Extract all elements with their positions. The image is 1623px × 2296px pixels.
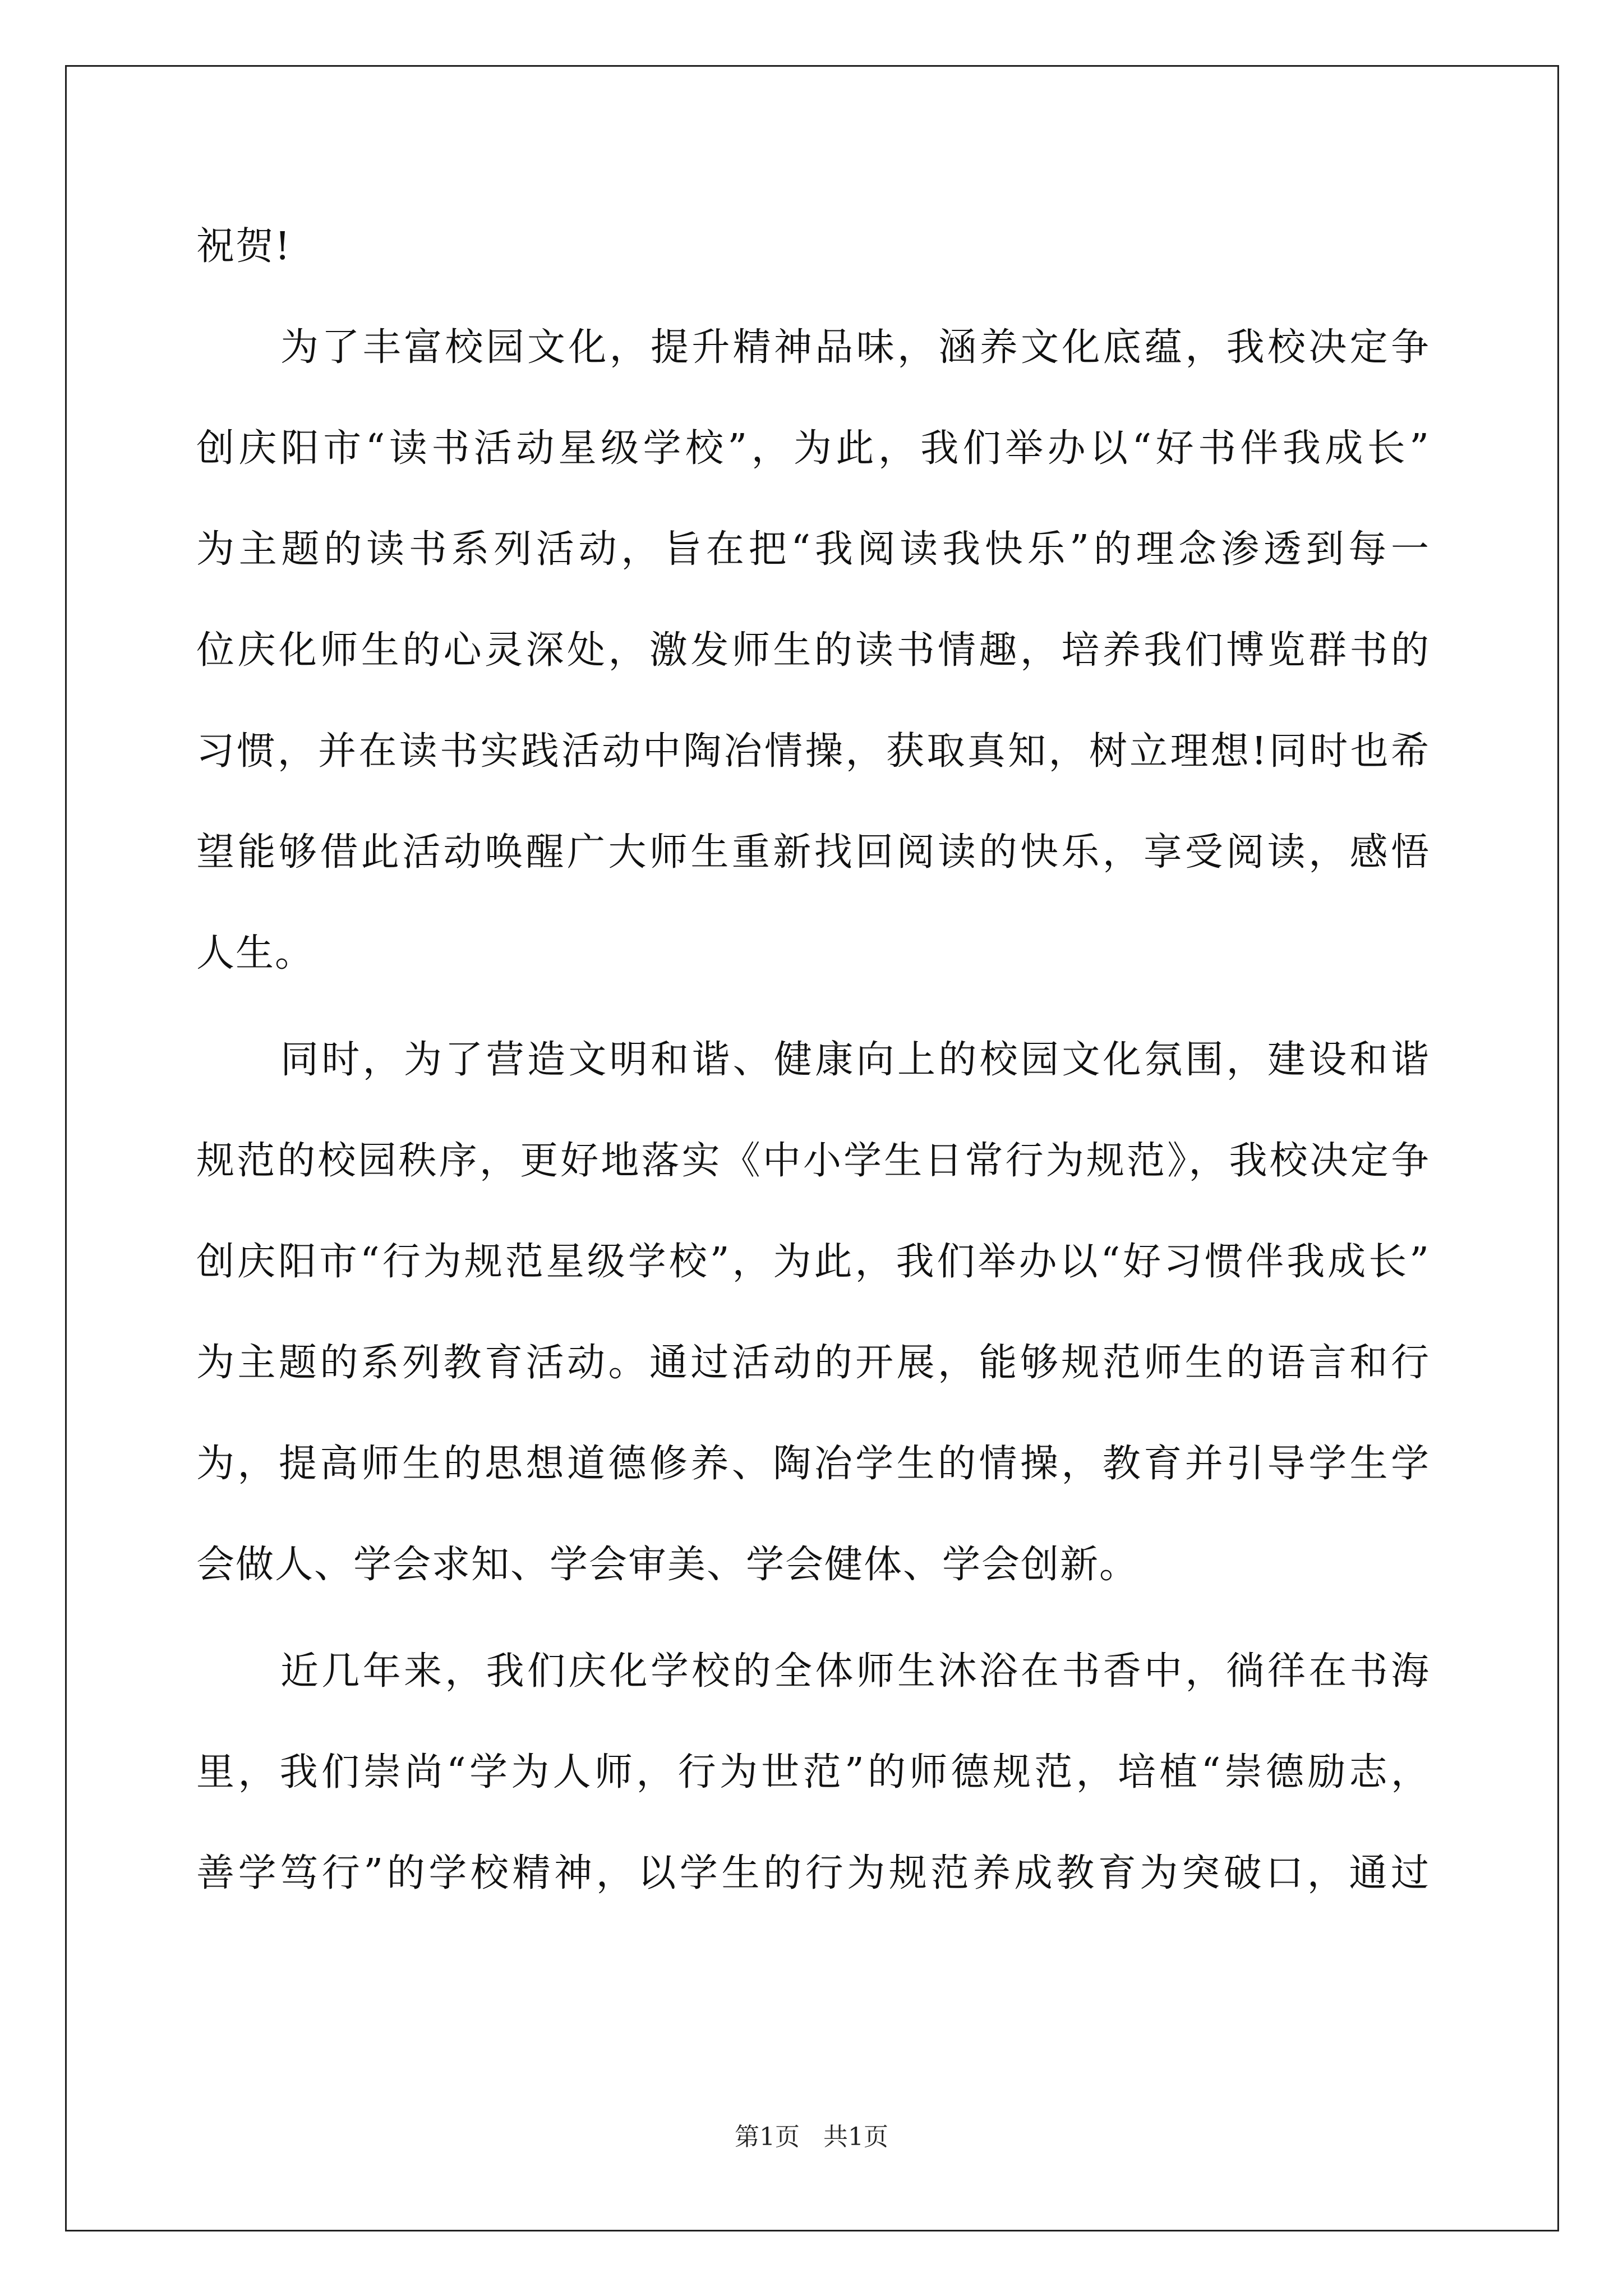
text-line: 创庆阳市“行为规范星级学校”，为此，我们举办以“好习惯伴我成长” (196, 1240, 1430, 1284)
text-line: 会做人、学会求知、学会审美、学会健体、学会创新。 (196, 1543, 1139, 1587)
text-line: 望能够借此活动唤醒广大师生重新找回阅读的快乐，享受阅读，感悟 (196, 830, 1430, 875)
text-line: 为，提高师生的思想道德修养、陶冶学生的情操，教育并引导学生学 (196, 1442, 1430, 1486)
text-line: 祝贺! (196, 224, 292, 269)
text-line: 里，我们崇尚“学为人师，行为世范”的师德规范，培植“崇德励志， (196, 1750, 1430, 1795)
text-line: 近几年来，我们庆化学校的全体师生沐浴在书香中，徜徉在书海 (280, 1649, 1430, 1694)
text-line: 创庆阳市“读书活动星级学校”，为此，我们举办以“好书伴我成长” (196, 426, 1430, 471)
text-line: 为主题的读书系列活动，旨在把“我阅读我快乐”的理念渗透到每一 (196, 527, 1430, 572)
text-line: 位庆化师生的心灵深处，激发师生的读书情趣，培养我们博览群书的 (196, 628, 1430, 673)
text-line: 规范的校园秩序，更好地落实《中小学生日常行为规范》，我校决定争 (196, 1139, 1430, 1183)
text-line: 同时，为了营造文明和谐、健康向上的校园文化氛围，建设和谐 (280, 1038, 1430, 1082)
text-line: 为主题的系列教育活动。通过活动的开展，能够规范师生的语言和行 (196, 1341, 1430, 1385)
page-footer (0, 2120, 1623, 2154)
text-line: 为了丰富校园文化，提升精神品味，涵养文化底蕴，我校决定争 (280, 325, 1430, 370)
text-line: 习惯，并在读书实践活动中陶冶情操，获取真知，树立理想!同时也希 (196, 729, 1430, 774)
text-line: 善学笃行”的学校精神，以学生的行为规范养成教育为突破口，通过 (196, 1851, 1430, 1895)
text-line: 人生。 (196, 931, 315, 976)
page-number-label: 第1页 共1页 (735, 2123, 888, 2151)
